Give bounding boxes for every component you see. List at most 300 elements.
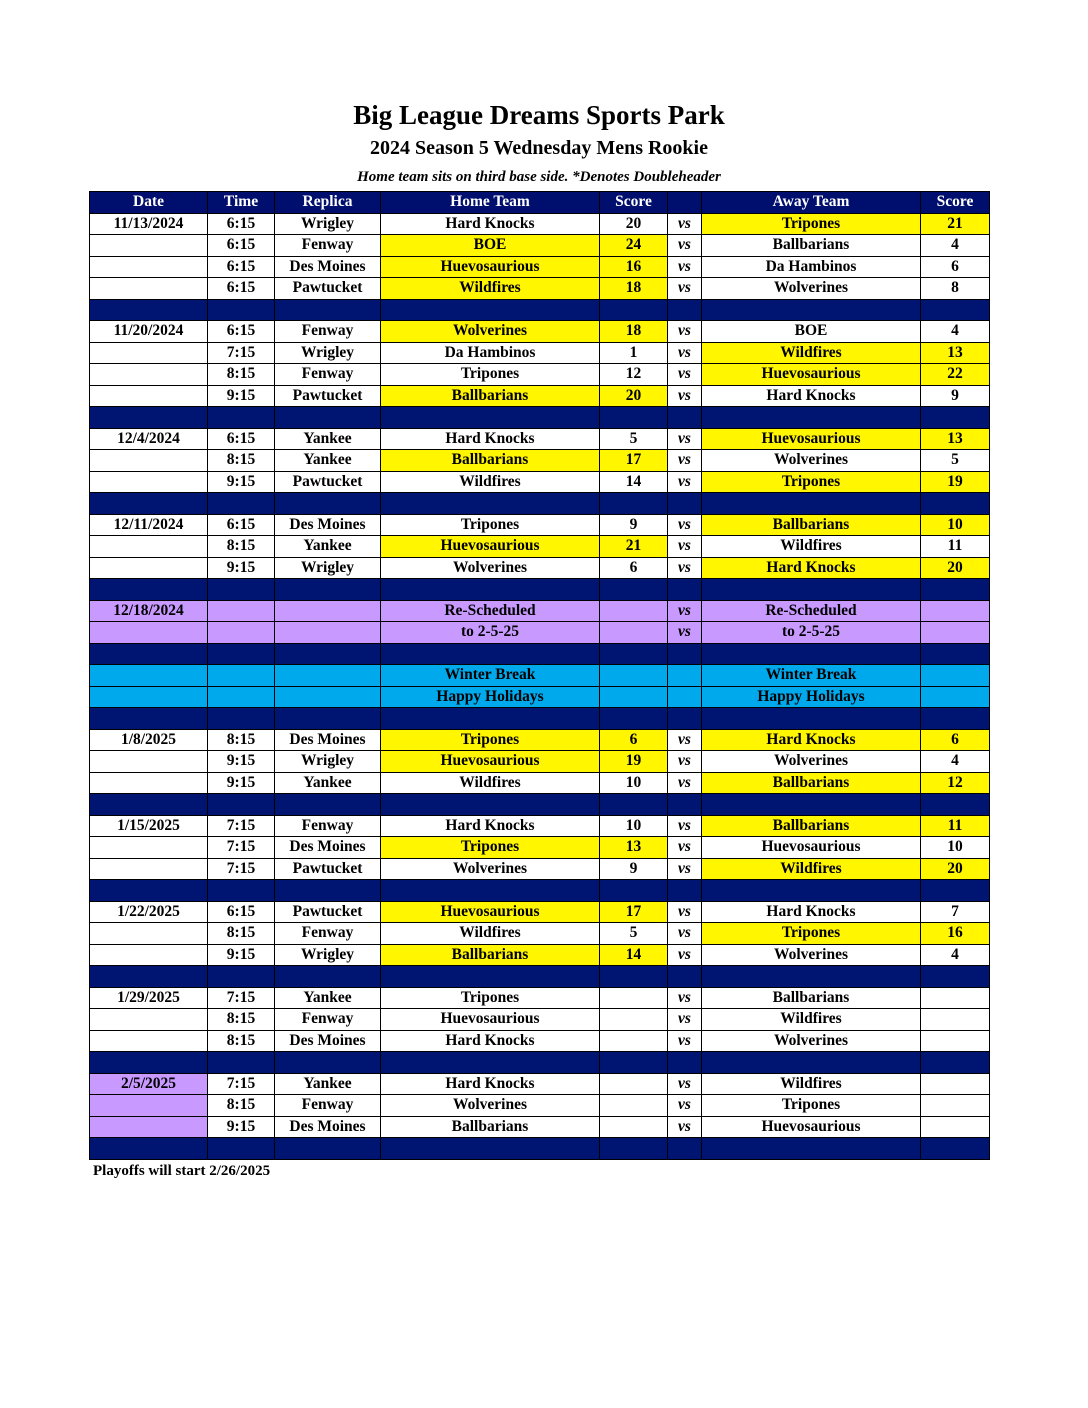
away-score-cell: [921, 1030, 990, 1052]
date-cell: [90, 772, 208, 794]
separator-cell: [600, 1052, 668, 1074]
away-team-cell: Re-Scheduled: [702, 600, 921, 622]
away-team-cell: Tripones: [702, 471, 921, 493]
date-cell: [90, 1095, 208, 1117]
replica-cell: Yankee: [275, 450, 381, 472]
vs-cell: vs: [668, 901, 702, 923]
home-team-cell: Hard Knocks: [381, 1030, 600, 1052]
separator-cell: [208, 1052, 275, 1074]
home-team-cell: Re-Scheduled: [381, 600, 600, 622]
time-cell: 8:15: [208, 1009, 275, 1031]
col-header-vs: [668, 192, 702, 214]
time-cell: 9:15: [208, 557, 275, 579]
home-score-cell: 18: [600, 321, 668, 343]
col-header-home-score: Score: [600, 192, 668, 214]
separator-cell: [921, 794, 990, 816]
away-team-cell: Ballbarians: [702, 815, 921, 837]
home-score-cell: 14: [600, 471, 668, 493]
away-score-cell: [921, 1073, 990, 1095]
separator-cell: [668, 1138, 702, 1160]
away-team-cell: Hard Knocks: [702, 729, 921, 751]
time-cell: 9:15: [208, 944, 275, 966]
away-score-cell: 21: [921, 213, 990, 235]
home-team-cell: Hard Knocks: [381, 815, 600, 837]
table-row: [90, 729, 990, 751]
away-team-cell: Ballbarians: [702, 987, 921, 1009]
separator-cell: [275, 407, 381, 429]
separator-cell: [275, 299, 381, 321]
separator-row: [90, 579, 990, 601]
away-team-cell: Tripones: [702, 1095, 921, 1117]
separator-cell: [702, 579, 921, 601]
separator-cell: [702, 880, 921, 902]
home-score-cell: 21: [600, 536, 668, 558]
away-team-cell: Ballbarians: [702, 772, 921, 794]
vs-cell: vs: [668, 858, 702, 880]
away-team-cell: Wolverines: [702, 278, 921, 300]
time-cell: 7:15: [208, 1073, 275, 1095]
vs-cell: [668, 686, 702, 708]
time-cell: 7:15: [208, 815, 275, 837]
time-cell: 9:15: [208, 1116, 275, 1138]
vs-cell: vs: [668, 213, 702, 235]
header-row: [90, 192, 990, 214]
away-score-cell: [921, 686, 990, 708]
separator-cell: [921, 299, 990, 321]
home-score-cell: 6: [600, 729, 668, 751]
date-cell: [90, 450, 208, 472]
replica-cell: Pawtucket: [275, 471, 381, 493]
time-cell: 7:15: [208, 342, 275, 364]
separator-cell: [90, 493, 208, 515]
table-row: [90, 342, 990, 364]
separator-row: [90, 407, 990, 429]
away-team-cell: Winter Break: [702, 665, 921, 687]
home-team-cell: Huevosaurious: [381, 536, 600, 558]
separator-cell: [702, 966, 921, 988]
away-score-cell: [921, 1116, 990, 1138]
home-team-cell: Huevosaurious: [381, 1009, 600, 1031]
away-score-cell: [921, 1095, 990, 1117]
time-cell: 6:15: [208, 321, 275, 343]
replica-cell: Des Moines: [275, 729, 381, 751]
separator-cell: [921, 1052, 990, 1074]
date-cell: 1/15/2025: [90, 815, 208, 837]
table-row: [90, 987, 990, 1009]
home-score-cell: 17: [600, 450, 668, 472]
home-team-cell: Huevosaurious: [381, 901, 600, 923]
date-cell: [90, 256, 208, 278]
away-score-cell: 9: [921, 385, 990, 407]
table-row: [90, 557, 990, 579]
away-score-cell: 10: [921, 514, 990, 536]
replica-cell: Yankee: [275, 987, 381, 1009]
separator-cell: [600, 1138, 668, 1160]
home-score-cell: [600, 686, 668, 708]
away-team-cell: Wolverines: [702, 944, 921, 966]
col-header-away-team: Away Team: [702, 192, 921, 214]
date-cell: [90, 858, 208, 880]
away-score-cell: 11: [921, 815, 990, 837]
home-score-cell: 5: [600, 428, 668, 450]
time-cell: 6:15: [208, 235, 275, 257]
separator-cell: [702, 1052, 921, 1074]
away-score-cell: [921, 987, 990, 1009]
separator-cell: [381, 966, 600, 988]
away-team-cell: Ballbarians: [702, 235, 921, 257]
separator-cell: [702, 299, 921, 321]
replica-cell: Des Moines: [275, 1030, 381, 1052]
away-team-cell: Wolverines: [702, 450, 921, 472]
away-team-cell: Wolverines: [702, 1030, 921, 1052]
separator-cell: [668, 708, 702, 730]
separator-cell: [275, 966, 381, 988]
separator-row: [90, 794, 990, 816]
table-row: [90, 1009, 990, 1031]
home-team-cell: Wildfires: [381, 471, 600, 493]
date-cell: 12/18/2024: [90, 600, 208, 622]
separator-cell: [208, 407, 275, 429]
date-cell: [90, 1030, 208, 1052]
col-header-replica: Replica: [275, 192, 381, 214]
replica-cell: Pawtucket: [275, 901, 381, 923]
separator-cell: [668, 1052, 702, 1074]
separator-cell: [600, 708, 668, 730]
replica-cell: Fenway: [275, 235, 381, 257]
date-cell: [90, 471, 208, 493]
date-cell: [90, 923, 208, 945]
home-team-cell: Da Hambinos: [381, 342, 600, 364]
separator-cell: [275, 880, 381, 902]
home-score-cell: 20: [600, 213, 668, 235]
table-row: [90, 772, 990, 794]
separator-cell: [208, 579, 275, 601]
home-score-cell: [600, 665, 668, 687]
home-score-cell: [600, 1095, 668, 1117]
home-team-cell: Huevosaurious: [381, 256, 600, 278]
away-team-cell: Wolverines: [702, 751, 921, 773]
replica-cell: Pawtucket: [275, 385, 381, 407]
vs-cell: vs: [668, 815, 702, 837]
replica-cell: Yankee: [275, 1073, 381, 1095]
separator-cell: [921, 1138, 990, 1160]
date-cell: [90, 751, 208, 773]
home-score-cell: 19: [600, 751, 668, 773]
table-row: [90, 837, 990, 859]
home-score-cell: 9: [600, 514, 668, 536]
col-header-date: Date: [90, 192, 208, 214]
separator-cell: [702, 794, 921, 816]
vs-cell: vs: [668, 1073, 702, 1095]
away-score-cell: 12: [921, 772, 990, 794]
separator-cell: [90, 643, 208, 665]
home-team-cell: Wildfires: [381, 278, 600, 300]
separator-cell: [275, 708, 381, 730]
table-row: [90, 686, 990, 708]
table-row: [90, 815, 990, 837]
vs-cell: vs: [668, 256, 702, 278]
time-cell: 8:15: [208, 923, 275, 945]
time-cell: 7:15: [208, 837, 275, 859]
time-cell: 8:15: [208, 1030, 275, 1052]
separator-cell: [275, 794, 381, 816]
away-team-cell: Huevosaurious: [702, 364, 921, 386]
separator-cell: [381, 643, 600, 665]
table-row: [90, 622, 990, 644]
date-cell: 12/4/2024: [90, 428, 208, 450]
vs-cell: vs: [668, 1030, 702, 1052]
away-team-cell: Wildfires: [702, 1073, 921, 1095]
table-row: [90, 321, 990, 343]
home-team-cell: Ballbarians: [381, 944, 600, 966]
separator-row: [90, 708, 990, 730]
table-row: [90, 514, 990, 536]
away-score-cell: 20: [921, 858, 990, 880]
col-header-away-score: Score: [921, 192, 990, 214]
separator-cell: [668, 579, 702, 601]
vs-cell: vs: [668, 557, 702, 579]
away-team-cell: Huevosaurious: [702, 1116, 921, 1138]
separator-cell: [381, 579, 600, 601]
date-cell: 12/11/2024: [90, 514, 208, 536]
time-cell: 8:15: [208, 1095, 275, 1117]
separator-cell: [600, 966, 668, 988]
away-team-cell: Hard Knocks: [702, 385, 921, 407]
separator-cell: [90, 966, 208, 988]
table-row: [90, 235, 990, 257]
separator-cell: [668, 493, 702, 515]
separator-row: [90, 880, 990, 902]
away-team-cell: Wildfires: [702, 536, 921, 558]
away-score-cell: 7: [921, 901, 990, 923]
away-score-cell: 19: [921, 471, 990, 493]
replica-cell: Fenway: [275, 1095, 381, 1117]
date-cell: [90, 278, 208, 300]
date-cell: [90, 364, 208, 386]
replica-cell: Des Moines: [275, 256, 381, 278]
time-cell: 6:15: [208, 514, 275, 536]
replica-cell: Pawtucket: [275, 858, 381, 880]
vs-cell: vs: [668, 1095, 702, 1117]
time-cell: 6:15: [208, 901, 275, 923]
away-score-cell: 20: [921, 557, 990, 579]
table-row: [90, 1030, 990, 1052]
separator-cell: [208, 966, 275, 988]
replica-cell: [275, 600, 381, 622]
table-row: [90, 428, 990, 450]
separator-cell: [381, 407, 600, 429]
home-score-cell: [600, 1073, 668, 1095]
away-team-cell: Wildfires: [702, 858, 921, 880]
time-cell: 7:15: [208, 858, 275, 880]
table-row: [90, 665, 990, 687]
home-team-cell: Ballbarians: [381, 450, 600, 472]
separator-cell: [600, 407, 668, 429]
home-team-cell: Wildfires: [381, 923, 600, 945]
away-score-cell: 4: [921, 235, 990, 257]
away-score-cell: 4: [921, 944, 990, 966]
away-score-cell: [921, 1009, 990, 1031]
replica-cell: [275, 686, 381, 708]
away-team-cell: Tripones: [702, 213, 921, 235]
table-row: [90, 364, 990, 386]
separator-cell: [208, 493, 275, 515]
home-team-note: Home team sits on third base side. *Denotes Doubleheader: [357, 169, 721, 185]
away-score-cell: 4: [921, 751, 990, 773]
away-score-cell: 22: [921, 364, 990, 386]
away-team-cell: Tripones: [702, 923, 921, 945]
home-team-cell: BOE: [381, 235, 600, 257]
date-cell: 2/5/2025: [90, 1073, 208, 1095]
time-cell: 8:15: [208, 450, 275, 472]
home-team-cell: Tripones: [381, 729, 600, 751]
replica-cell: [275, 622, 381, 644]
table-row: [90, 278, 990, 300]
home-team-cell: Ballbarians: [381, 385, 600, 407]
date-cell: 1/8/2025: [90, 729, 208, 751]
vs-cell: vs: [668, 751, 702, 773]
table-row: [90, 256, 990, 278]
separator-cell: [921, 880, 990, 902]
home-score-cell: 20: [600, 385, 668, 407]
vs-cell: vs: [668, 428, 702, 450]
replica-cell: Fenway: [275, 364, 381, 386]
separator-cell: [702, 708, 921, 730]
date-cell: [90, 1009, 208, 1031]
separator-cell: [702, 643, 921, 665]
home-score-cell: 10: [600, 772, 668, 794]
table-row: [90, 858, 990, 880]
separator-cell: [381, 880, 600, 902]
separator-cell: [921, 407, 990, 429]
separator-cell: [90, 579, 208, 601]
replica-cell: Wrigley: [275, 342, 381, 364]
separator-row: [90, 966, 990, 988]
away-team-cell: Huevosaurious: [702, 837, 921, 859]
time-cell: 9:15: [208, 772, 275, 794]
separator-cell: [275, 579, 381, 601]
away-team-cell: Huevosaurious: [702, 428, 921, 450]
time-cell: [208, 622, 275, 644]
home-team-cell: Tripones: [381, 364, 600, 386]
home-score-cell: 18: [600, 278, 668, 300]
separator-cell: [381, 299, 600, 321]
home-score-cell: 5: [600, 923, 668, 945]
separator-cell: [600, 794, 668, 816]
home-team-cell: Tripones: [381, 514, 600, 536]
col-header-home-team: Home Team: [381, 192, 600, 214]
time-cell: [208, 686, 275, 708]
separator-cell: [208, 643, 275, 665]
time-cell: 9:15: [208, 385, 275, 407]
separator-row: [90, 299, 990, 321]
separator-cell: [208, 794, 275, 816]
separator-cell: [668, 966, 702, 988]
separator-row: [90, 1052, 990, 1074]
separator-cell: [381, 794, 600, 816]
playoffs-note: Playoffs will start 2/26/2025: [93, 1163, 271, 1179]
home-score-cell: 24: [600, 235, 668, 257]
table-row: [90, 751, 990, 773]
separator-cell: [208, 708, 275, 730]
vs-cell: vs: [668, 1009, 702, 1031]
separator-cell: [668, 299, 702, 321]
home-team-cell: Wolverines: [381, 557, 600, 579]
home-score-cell: [600, 987, 668, 1009]
away-team-cell: Ballbarians: [702, 514, 921, 536]
separator-cell: [90, 407, 208, 429]
date-cell: [90, 622, 208, 644]
date-cell: [90, 235, 208, 257]
separator-cell: [208, 880, 275, 902]
separator-cell: [381, 1052, 600, 1074]
replica-cell: Yankee: [275, 772, 381, 794]
date-cell: 1/22/2025: [90, 901, 208, 923]
table-row: [90, 1095, 990, 1117]
away-team-cell: Hard Knocks: [702, 901, 921, 923]
away-team-cell: Da Hambinos: [702, 256, 921, 278]
separator-cell: [668, 794, 702, 816]
replica-cell: Fenway: [275, 815, 381, 837]
time-cell: 6:15: [208, 278, 275, 300]
away-score-cell: 8: [921, 278, 990, 300]
vs-cell: vs: [668, 450, 702, 472]
separator-cell: [702, 493, 921, 515]
replica-cell: Fenway: [275, 1009, 381, 1031]
time-cell: 9:15: [208, 751, 275, 773]
home-score-cell: 17: [600, 901, 668, 923]
separator-cell: [381, 708, 600, 730]
replica-cell: Wrigley: [275, 557, 381, 579]
away-team-cell: Happy Holidays: [702, 686, 921, 708]
separator-cell: [921, 493, 990, 515]
separator-cell: [668, 407, 702, 429]
home-team-cell: Wolverines: [381, 1095, 600, 1117]
home-score-cell: 12: [600, 364, 668, 386]
replica-cell: Wrigley: [275, 751, 381, 773]
time-cell: 6:15: [208, 428, 275, 450]
separator-cell: [90, 1052, 208, 1074]
home-team-cell: Wildfires: [381, 772, 600, 794]
schedule-table: [89, 191, 990, 1160]
vs-cell: vs: [668, 364, 702, 386]
away-score-cell: 11: [921, 536, 990, 558]
separator-row: [90, 493, 990, 515]
home-score-cell: [600, 1116, 668, 1138]
time-cell: 6:15: [208, 256, 275, 278]
home-score-cell: 16: [600, 256, 668, 278]
separator-cell: [90, 794, 208, 816]
home-score-cell: [600, 1030, 668, 1052]
separator-row: [90, 643, 990, 665]
vs-cell: vs: [668, 987, 702, 1009]
away-score-cell: 10: [921, 837, 990, 859]
vs-cell: vs: [668, 1116, 702, 1138]
date-cell: [90, 665, 208, 687]
home-score-cell: 6: [600, 557, 668, 579]
home-score-cell: 1: [600, 342, 668, 364]
separator-cell: [90, 708, 208, 730]
separator-cell: [702, 1138, 921, 1160]
col-header-time: Time: [208, 192, 275, 214]
time-cell: [208, 600, 275, 622]
separator-cell: [668, 880, 702, 902]
date-cell: [90, 686, 208, 708]
date-cell: 1/29/2025: [90, 987, 208, 1009]
home-score-cell: 9: [600, 858, 668, 880]
away-score-cell: [921, 600, 990, 622]
vs-cell: vs: [668, 536, 702, 558]
